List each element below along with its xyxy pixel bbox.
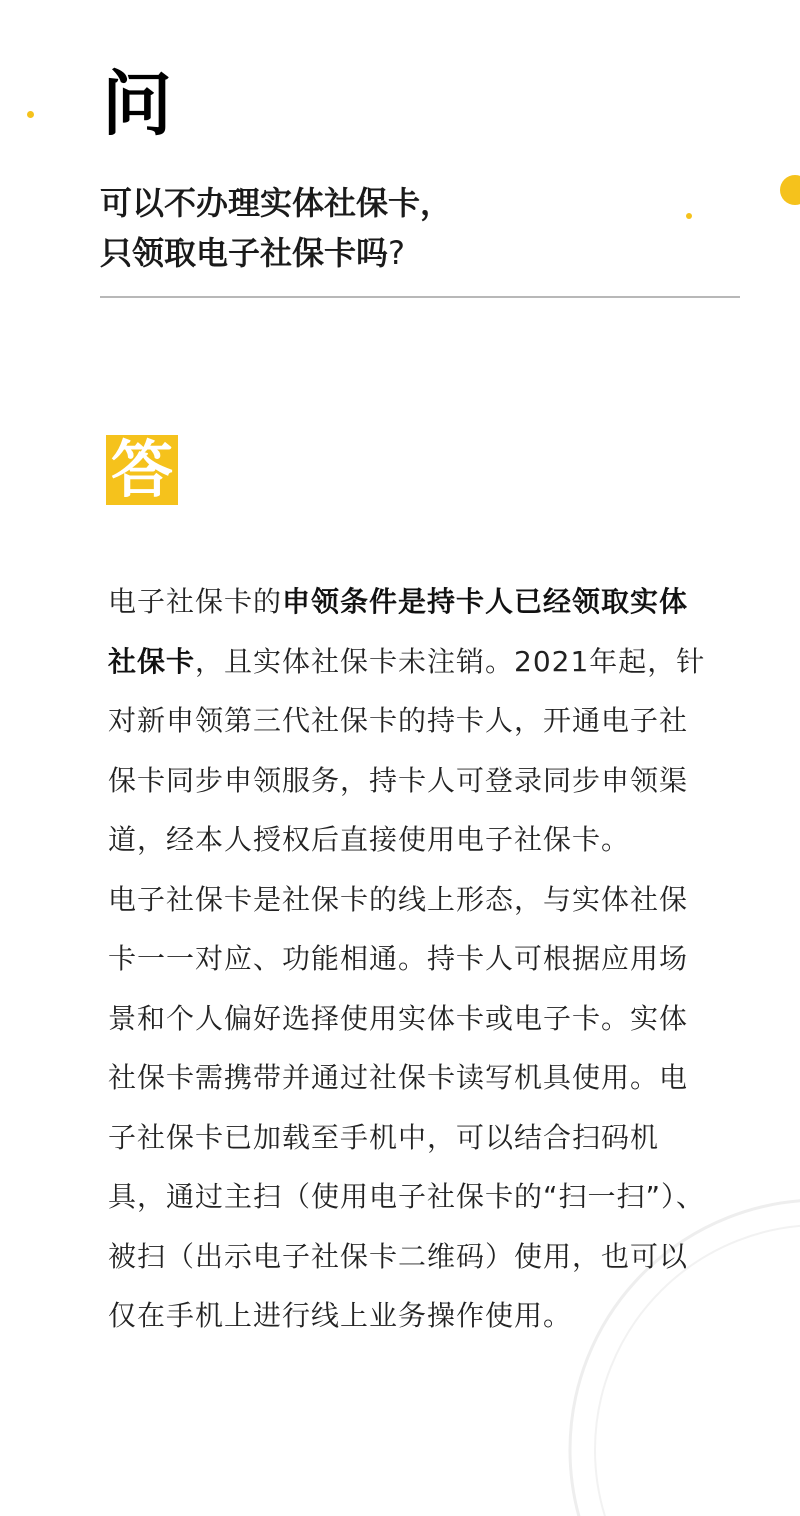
answer-body	[108, 572, 708, 1346]
decor-half-circle	[780, 175, 800, 205]
decor-dot-left	[27, 111, 34, 118]
question-line-2: 只领取电子社保卡吗?	[100, 234, 405, 272]
question-line-1: 可以不办理实体社保卡，	[100, 184, 453, 222]
section-divider	[100, 296, 740, 298]
question-title	[100, 178, 720, 278]
answer-highlight: 申领条件是持卡人已经领取实体社保卡	[108, 585, 689, 678]
answer-icon: 答	[106, 435, 178, 505]
question-mark: ?	[388, 234, 405, 272]
question-icon: 问	[102, 63, 172, 145]
answer-paragraph-1: 电子社保卡的申领条件是持卡人已经领取实体社保卡，且实体社保卡未注销。2021年起，针对新申领第三代社保卡的持卡人，开通电子社保卡同步申领服务，持卡人可登录同步申领渠道，经本人授权后直接使用电子社保卡。	[108, 585, 706, 856]
answer-paragraph-2: 电子社保卡是社保卡的线上形态，与实体社保卡一一对应、功能相通。持卡人可根据应用场景和个人偏好选择使用实体卡或电子卡。实体社保卡需携带并通过社保卡读写机具使用。电子社保卡已加载至手机中，可以结合扫码机具，通过主扫（使用电子社保卡的“扫一扫”）、被扫（出示电子社保卡二维码）使用，也可以仅在手机上进行线上业务操作使用。	[108, 882, 706, 1332]
